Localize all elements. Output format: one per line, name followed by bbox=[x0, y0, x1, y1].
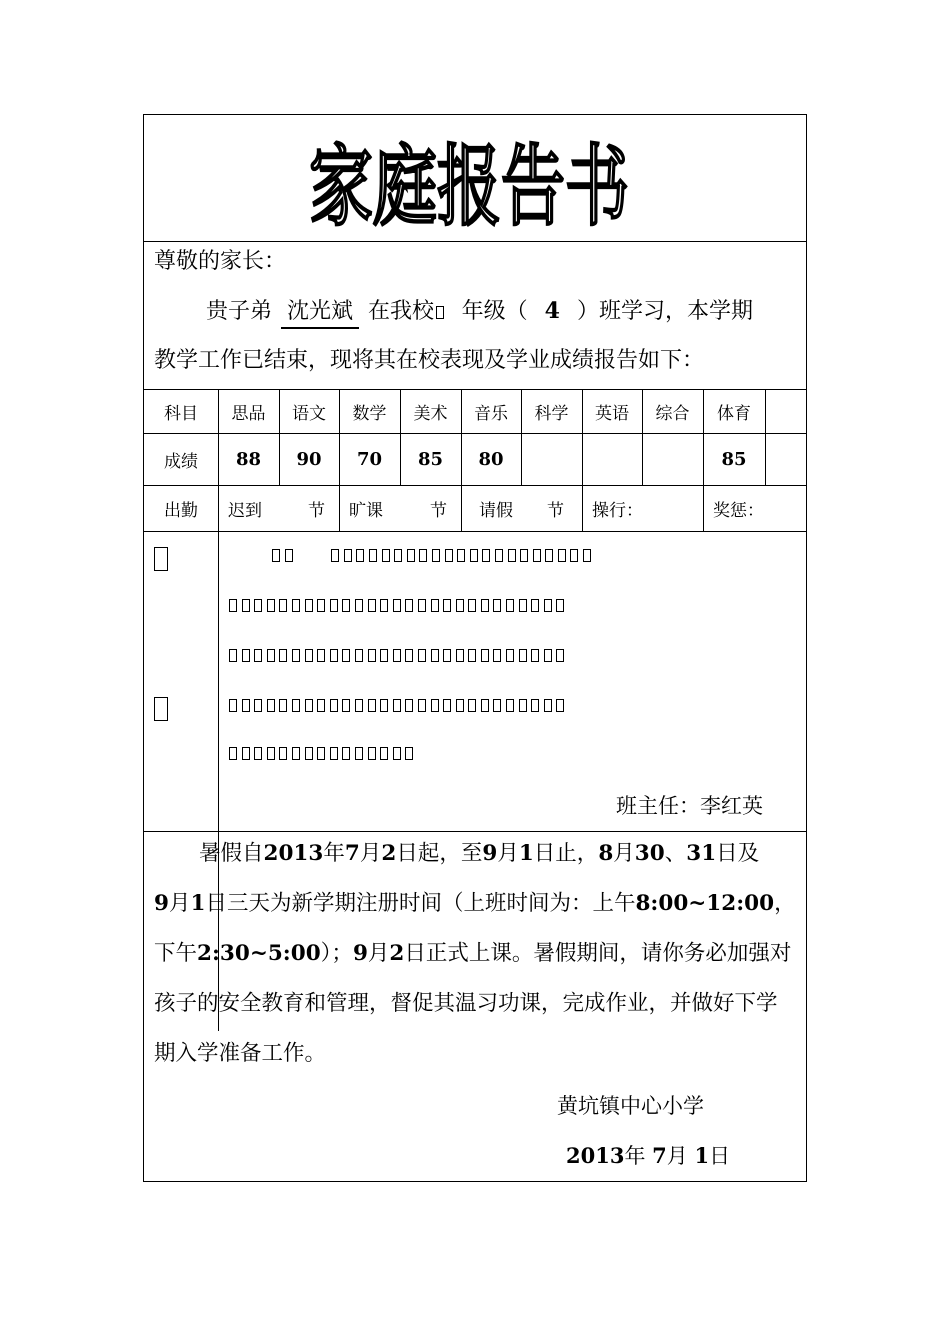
missing-glyph-icon bbox=[519, 599, 527, 612]
missing-glyph-icon bbox=[531, 699, 539, 712]
missing-glyph-icon bbox=[544, 649, 552, 662]
missing-glyph-icon bbox=[443, 699, 451, 712]
absent-unit: 节 bbox=[430, 500, 447, 521]
missing-glyph-icon bbox=[330, 699, 338, 712]
score-row-label: 成绩 bbox=[164, 451, 198, 472]
missing-glyph-icon bbox=[431, 699, 439, 712]
intro-text-b: 在我校 bbox=[368, 299, 435, 324]
missing-glyph-icon bbox=[292, 599, 300, 612]
missing-glyph-icon bbox=[418, 599, 426, 612]
missing-glyph-icon bbox=[242, 649, 250, 662]
missing-glyph-icon bbox=[558, 549, 566, 562]
score-cell bbox=[642, 433, 703, 485]
missing-glyph-icon bbox=[368, 649, 376, 662]
missing-glyph-icon bbox=[506, 699, 514, 712]
score-cell: 70 bbox=[356, 448, 383, 470]
missing-glyph-icon bbox=[520, 549, 528, 562]
missing-glyph-icon bbox=[419, 549, 427, 562]
missing-glyph-icon bbox=[356, 549, 364, 562]
missing-glyph-icon bbox=[418, 699, 426, 712]
missing-glyph-icon bbox=[456, 649, 464, 662]
missing-glyph-icon bbox=[432, 549, 440, 562]
missing-glyph-icon bbox=[456, 699, 464, 712]
missing-glyph-icon bbox=[436, 306, 444, 319]
intro-text-d: ）班学习，本学期 bbox=[576, 299, 753, 324]
missing-glyph-icon bbox=[279, 747, 287, 760]
missing-glyph-icon bbox=[407, 549, 415, 562]
subject-cell: 科学 bbox=[534, 403, 569, 424]
missing-glyph-icon bbox=[544, 699, 552, 712]
missing-glyph-icon bbox=[229, 649, 237, 662]
issue-date: 2013年 7月 1日 bbox=[566, 1143, 731, 1168]
comment-line-2 bbox=[229, 597, 569, 613]
missing-glyph-icon bbox=[342, 599, 350, 612]
missing-glyph-icon bbox=[254, 699, 262, 712]
missing-glyph-icon bbox=[405, 699, 413, 712]
intro-text-a: 贵子弟 bbox=[206, 299, 273, 324]
missing-glyph-icon bbox=[583, 549, 591, 562]
missing-glyph-icon bbox=[443, 599, 451, 612]
score-cell bbox=[765, 433, 806, 485]
missing-glyph-icon bbox=[279, 649, 287, 662]
subject-cell bbox=[765, 389, 806, 433]
missing-glyph-icon bbox=[556, 649, 564, 662]
missing-glyph-icon bbox=[267, 599, 275, 612]
missing-glyph-icon bbox=[506, 649, 514, 662]
missing-glyph-icon bbox=[393, 599, 401, 612]
missing-glyph-icon bbox=[482, 549, 490, 562]
missing-glyph-icon bbox=[556, 699, 564, 712]
missing-glyph-icon bbox=[292, 699, 300, 712]
subject-cell: 思品 bbox=[231, 403, 266, 424]
page-title: 家庭报告书 bbox=[309, 135, 629, 238]
missing-glyph-icon bbox=[267, 699, 275, 712]
subject-cell: 语文 bbox=[292, 403, 326, 424]
missing-glyph-icon bbox=[242, 699, 250, 712]
missing-glyph-icon bbox=[292, 747, 300, 760]
score-cell: 88 bbox=[235, 448, 262, 470]
notice-line-2: 9月1日三天为新学期注册时间（上班时间为：上午8:00~12:00， bbox=[154, 891, 796, 916]
score-cell bbox=[521, 433, 582, 485]
divider-attendance bbox=[144, 531, 806, 532]
missing-glyph-icon bbox=[418, 649, 426, 662]
greeting: 尊敬的家长： bbox=[154, 249, 287, 274]
leave-label: 请假 bbox=[479, 500, 513, 521]
leave-cell bbox=[461, 485, 582, 531]
subject-cell: 英语 bbox=[595, 403, 629, 424]
missing-glyph-icon bbox=[445, 549, 453, 562]
title-area bbox=[144, 115, 806, 241]
missing-glyph-icon bbox=[431, 599, 439, 612]
missing-glyph-icon bbox=[368, 699, 376, 712]
missing-glyph-icon bbox=[355, 747, 363, 760]
missing-glyph-icon bbox=[394, 549, 402, 562]
missing-glyph-icon bbox=[393, 649, 401, 662]
missing-glyph-icon bbox=[317, 747, 325, 760]
subject-cell: 数学 bbox=[352, 403, 387, 424]
title-outline-art bbox=[304, 125, 634, 238]
missing-glyph-icon bbox=[556, 599, 564, 612]
score-cell: 80 bbox=[478, 448, 504, 470]
missing-glyph-icon bbox=[355, 599, 363, 612]
subject-cell: 音乐 bbox=[474, 403, 508, 424]
missing-glyph-icon bbox=[545, 549, 553, 562]
missing-glyph-icon bbox=[519, 649, 527, 662]
holiday-notice bbox=[154, 829, 800, 1079]
missing-glyph-icon bbox=[267, 649, 275, 662]
missing-glyph-icon bbox=[457, 549, 465, 562]
intro-text-c: 年级（ bbox=[461, 299, 528, 324]
comment-line-4 bbox=[229, 697, 569, 713]
missing-glyph-icon bbox=[382, 549, 390, 562]
missing-glyph-icon bbox=[493, 699, 501, 712]
missing-glyph-icon bbox=[468, 649, 476, 662]
missing-glyph-icon bbox=[531, 599, 539, 612]
missing-glyph-icon bbox=[229, 699, 237, 712]
missing-glyph-icon bbox=[305, 599, 313, 612]
late-cell bbox=[218, 485, 339, 531]
missing-glyph-icon bbox=[405, 599, 413, 612]
missing-glyph-icon bbox=[493, 599, 501, 612]
missing-glyph-icon bbox=[305, 649, 313, 662]
subject-cell: 美术 bbox=[413, 403, 448, 424]
missing-glyph-icon bbox=[355, 699, 363, 712]
attendance-label: 出勤 bbox=[164, 500, 198, 521]
missing-glyph-icon bbox=[519, 699, 527, 712]
missing-glyph-icon bbox=[380, 599, 388, 612]
missing-glyph-icon bbox=[508, 549, 516, 562]
missing-glyph-icon bbox=[254, 649, 262, 662]
missing-glyph-icon bbox=[317, 649, 325, 662]
divider-title bbox=[144, 241, 806, 242]
missing-glyph-icon bbox=[369, 549, 377, 562]
missing-glyph-icon bbox=[355, 649, 363, 662]
missing-glyph-icon bbox=[470, 549, 478, 562]
missing-glyph-icon bbox=[495, 549, 503, 562]
absent-label: 旷课 bbox=[349, 500, 383, 521]
report-frame bbox=[143, 114, 807, 1182]
comment-line-3 bbox=[229, 647, 569, 663]
rewards-cell: 奖惩： bbox=[713, 500, 764, 521]
comment-line-1 bbox=[272, 547, 596, 563]
notice-line-1: 暑假自2013年7月2日起，至9月1日止，8月30、31日及 bbox=[199, 841, 760, 866]
missing-glyph-icon bbox=[443, 649, 451, 662]
missing-glyph-icon bbox=[254, 747, 262, 760]
missing-glyph-icon bbox=[317, 699, 325, 712]
missing-glyph-icon bbox=[468, 699, 476, 712]
missing-glyph-icon bbox=[380, 649, 388, 662]
missing-glyph-icon bbox=[154, 697, 168, 721]
missing-glyph-icon bbox=[405, 747, 413, 760]
missing-glyph-icon bbox=[267, 747, 275, 760]
missing-glyph-icon bbox=[317, 599, 325, 612]
missing-glyph-icon bbox=[533, 549, 541, 562]
missing-glyph-icon bbox=[331, 549, 339, 562]
missing-glyph-icon bbox=[456, 599, 464, 612]
class-number: 4 bbox=[544, 298, 560, 324]
missing-glyph-icon bbox=[380, 699, 388, 712]
missing-glyph-icon bbox=[229, 747, 237, 760]
missing-glyph-icon bbox=[368, 747, 376, 760]
student-name: 沈光斌 bbox=[281, 299, 359, 329]
missing-glyph-icon bbox=[254, 599, 262, 612]
missing-glyph-icon bbox=[285, 549, 293, 562]
missing-glyph-icon bbox=[342, 747, 350, 760]
comment-line-5 bbox=[229, 745, 418, 761]
missing-glyph-icon bbox=[242, 599, 250, 612]
missing-glyph-icon bbox=[481, 699, 489, 712]
missing-glyph-icon bbox=[380, 747, 388, 760]
intro-line-1 bbox=[206, 298, 753, 329]
score-cell: 85 bbox=[417, 448, 444, 470]
school-name: 黄坑镇中心小学 bbox=[557, 1094, 704, 1118]
missing-glyph-icon bbox=[279, 699, 287, 712]
subject-cell: 体育 bbox=[717, 403, 751, 424]
missing-glyph-icon bbox=[544, 599, 552, 612]
missing-glyph-icon bbox=[292, 649, 300, 662]
subject-cell: 综合 bbox=[655, 403, 690, 424]
teacher-label: 班主任： bbox=[616, 794, 700, 818]
missing-glyph-icon bbox=[368, 599, 376, 612]
late-label: 迟到 bbox=[228, 500, 262, 521]
missing-glyph-icon bbox=[154, 547, 168, 571]
missing-glyph-icon bbox=[305, 747, 313, 760]
missing-glyph-icon bbox=[481, 599, 489, 612]
homeroom-teacher bbox=[616, 790, 763, 820]
missing-glyph-icon bbox=[393, 699, 401, 712]
missing-glyph-icon bbox=[344, 549, 352, 562]
missing-glyph-icon bbox=[330, 649, 338, 662]
late-unit: 节 bbox=[308, 500, 325, 521]
missing-glyph-icon bbox=[405, 649, 413, 662]
missing-glyph-icon bbox=[305, 699, 313, 712]
score-cell: 85 bbox=[721, 448, 747, 470]
missing-glyph-icon bbox=[279, 599, 287, 612]
absent-cell bbox=[339, 485, 461, 531]
missing-glyph-icon bbox=[531, 649, 539, 662]
missing-glyph-icon bbox=[229, 599, 237, 612]
missing-glyph-icon bbox=[468, 599, 476, 612]
teacher-name: 李红英 bbox=[700, 794, 763, 818]
subject-header-label: 科目 bbox=[164, 403, 198, 424]
missing-glyph-icon bbox=[272, 549, 280, 562]
leave-unit: 节 bbox=[547, 500, 564, 521]
score-cell bbox=[582, 433, 642, 485]
missing-glyph-icon bbox=[481, 649, 489, 662]
missing-glyph-icon bbox=[431, 649, 439, 662]
missing-glyph-icon bbox=[393, 747, 401, 760]
notice-line-5: 期入学准备工作。 bbox=[154, 1041, 327, 1066]
intro-line-2: 教学工作已结束，现将其在校表现及学业成绩报告如下： bbox=[154, 348, 705, 373]
missing-glyph-icon bbox=[506, 599, 514, 612]
missing-glyph-icon bbox=[242, 747, 250, 760]
missing-glyph-icon bbox=[493, 649, 501, 662]
missing-glyph-icon bbox=[570, 549, 578, 562]
notice-line-3: 下午2:30~5:00）；9月2日正式上课。暑假期间，请你务必加强对 bbox=[154, 941, 792, 966]
score-cell: 90 bbox=[296, 448, 322, 470]
notice-line-4: 孩子的安全教育和管理，督促其温习功课，完成作业，并做好下学 bbox=[154, 991, 778, 1016]
missing-glyph-icon bbox=[330, 747, 338, 760]
missing-glyph-icon bbox=[330, 599, 338, 612]
missing-glyph-icon bbox=[342, 699, 350, 712]
missing-glyph-icon bbox=[342, 649, 350, 662]
conduct-cell: 操行： bbox=[592, 500, 643, 521]
